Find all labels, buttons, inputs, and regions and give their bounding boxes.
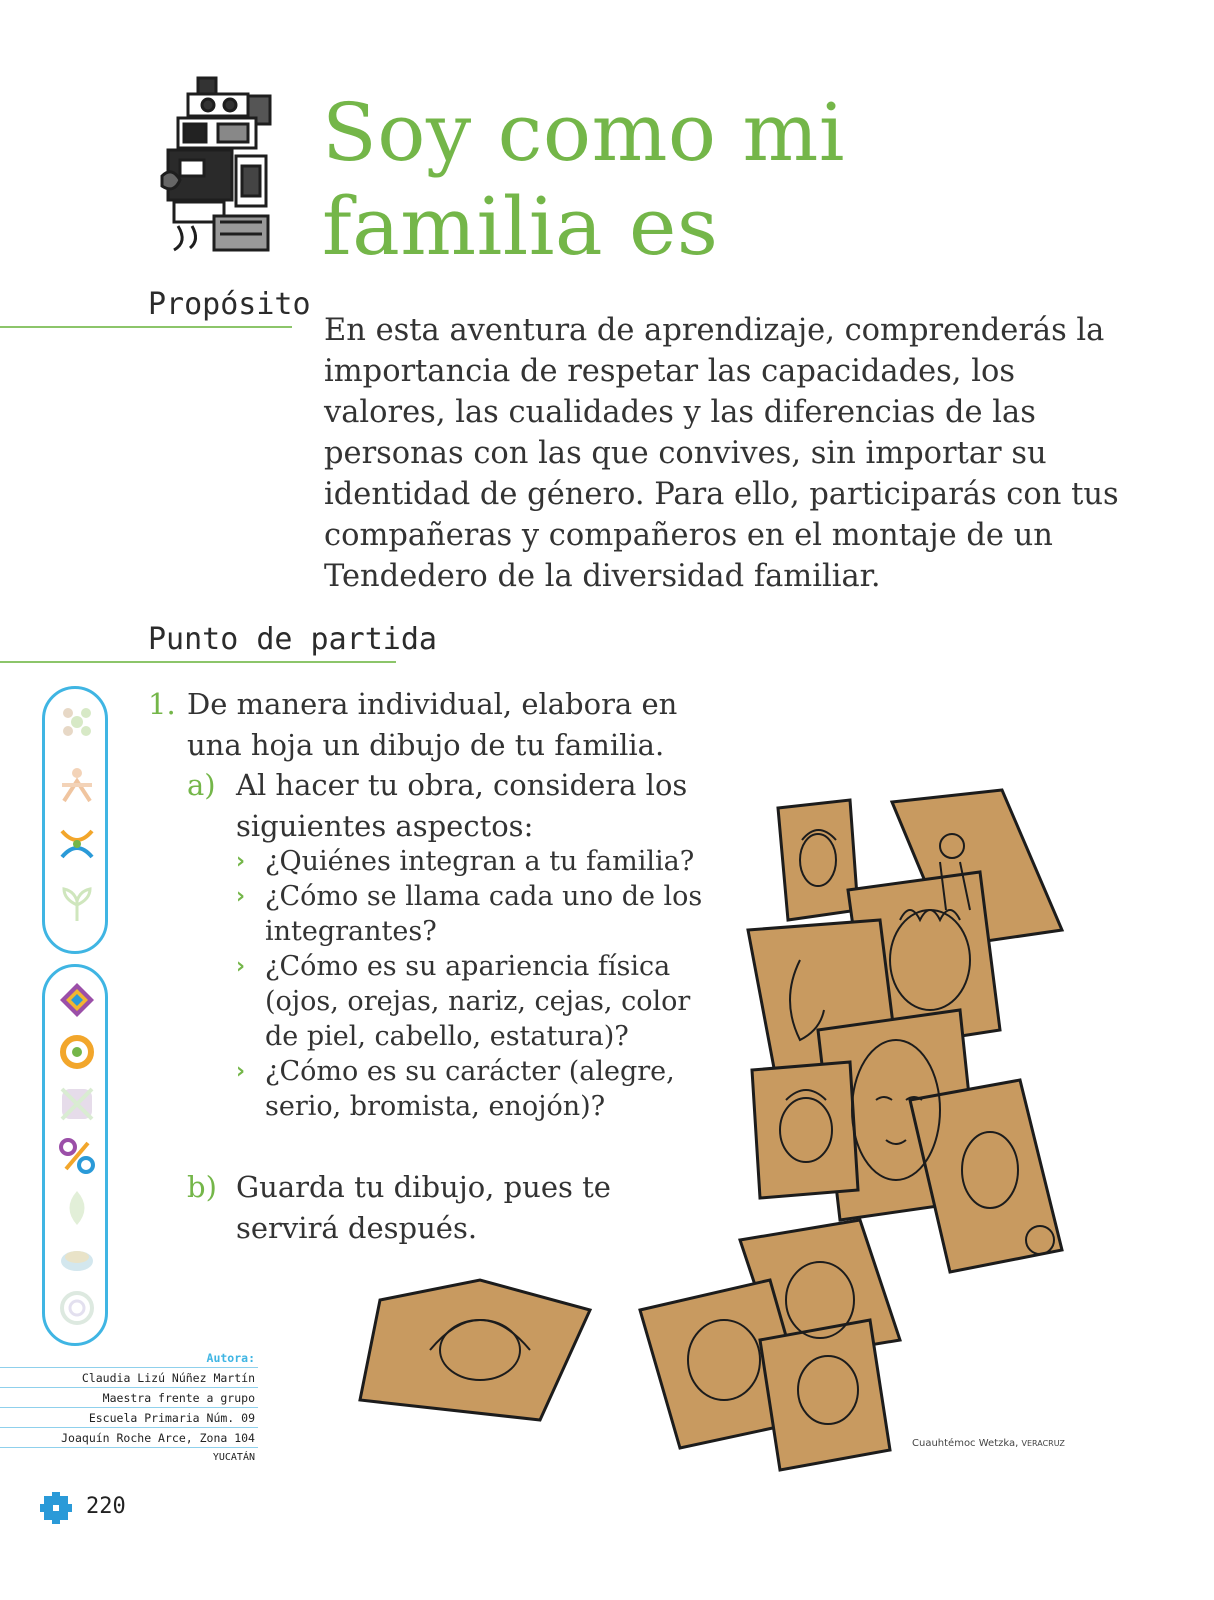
sprout-icon [58,885,96,923]
title-line-1: Soy como mi [322,86,845,179]
author-block [0,1348,258,1468]
sub-b-line-2: servirá después. [236,1211,478,1245]
page-number: 220 [86,1494,126,1519]
author-role: Maestra frente a grupo [0,1388,258,1408]
bullet-line: ¿Quiénes integran a tu familia? [265,846,695,877]
author-school-name: Joaquín Roche Arce, Zona 104 [0,1428,258,1448]
percent-icon [58,1137,96,1175]
starting-point-heading: Punto de partida [148,622,437,657]
bullet-line: integrantes? [265,916,437,947]
item-number: 1. [148,687,176,721]
hand-icon [58,1241,96,1279]
codex-glyph-icon [158,76,278,254]
bullet-arrow-icon: › [236,849,246,874]
author-label: Autora: [0,1348,258,1368]
sub-a-marker: a) [187,768,216,802]
item-text-line-2: una hoja un dibujo de tu familia. [187,728,665,762]
field-icons-capsule-bottom [42,964,108,1346]
bullet-arrow-icon: › [236,954,246,979]
bullet-line: de piel, cabello, estatura)? [265,1021,629,1052]
link-icon [58,825,96,863]
compass-icon [58,981,96,1019]
sub-a-line-1: Al hacer tu obra, considera los [236,768,688,802]
square-icon [58,1085,96,1123]
figure-icon [58,765,96,803]
field-icons-capsule-top [42,686,108,954]
author-school: Escuela Primaria Núm. 09 [0,1408,258,1428]
bullet-line: ¿Cómo se llama cada uno de los [265,881,703,912]
bullet-line: (ojos, orejas, nariz, cejas, color [265,986,691,1017]
page-emblem-icon [38,1490,74,1526]
bullet-arrow-icon: › [236,884,246,909]
sub-b-line-1: Guarda tu dibujo, pues te [236,1170,611,1204]
author-state: YUCATÁN [212,1452,255,1463]
bullet-line: serio, bromista, enojón)? [265,1091,606,1122]
purpose-heading-rule [0,326,292,328]
page-title [322,86,1142,274]
sub-a-line-2: siguientes aspectos: [236,809,534,843]
flower-icon [58,703,96,741]
illustrator-state: VERACRUZ [1021,1439,1065,1448]
author-name: Claudia Lizú Núñez Martín [0,1368,258,1388]
ring-icon [58,1033,96,1071]
illustrator-name: Cuauhtémoc Wetzka, [912,1438,1019,1449]
spiral-icon [58,1289,96,1327]
item-text-line-1: De manera individual, elabora en [187,687,678,721]
family-drawings-illustration [340,780,1100,1480]
bullet-line: ¿Cómo es su apariencia física [265,951,671,982]
bullet-line: ¿Cómo es su carácter (alegre, [265,1056,675,1087]
purpose-heading: Propósito [148,287,311,322]
purpose-text: En esta aventura de aprendizaje, comprenderás la importancia de respetar las capacidades, los valores, las cualidades y las diferencias de las personas con las que convives, sin importar su identidad de género. Para ello, participarás con tus compañeras y compañeros en el montaje de un Tendedero de la diversidad familiar. [324,313,1119,594]
leaf-icon [58,1189,96,1227]
sub-b-marker: b) [187,1170,217,1204]
bullet-arrow-icon: › [236,1059,246,1084]
starting-point-heading-rule [0,661,396,663]
title-line-2: familia es [322,180,719,273]
illustration-credit [912,1438,1065,1449]
